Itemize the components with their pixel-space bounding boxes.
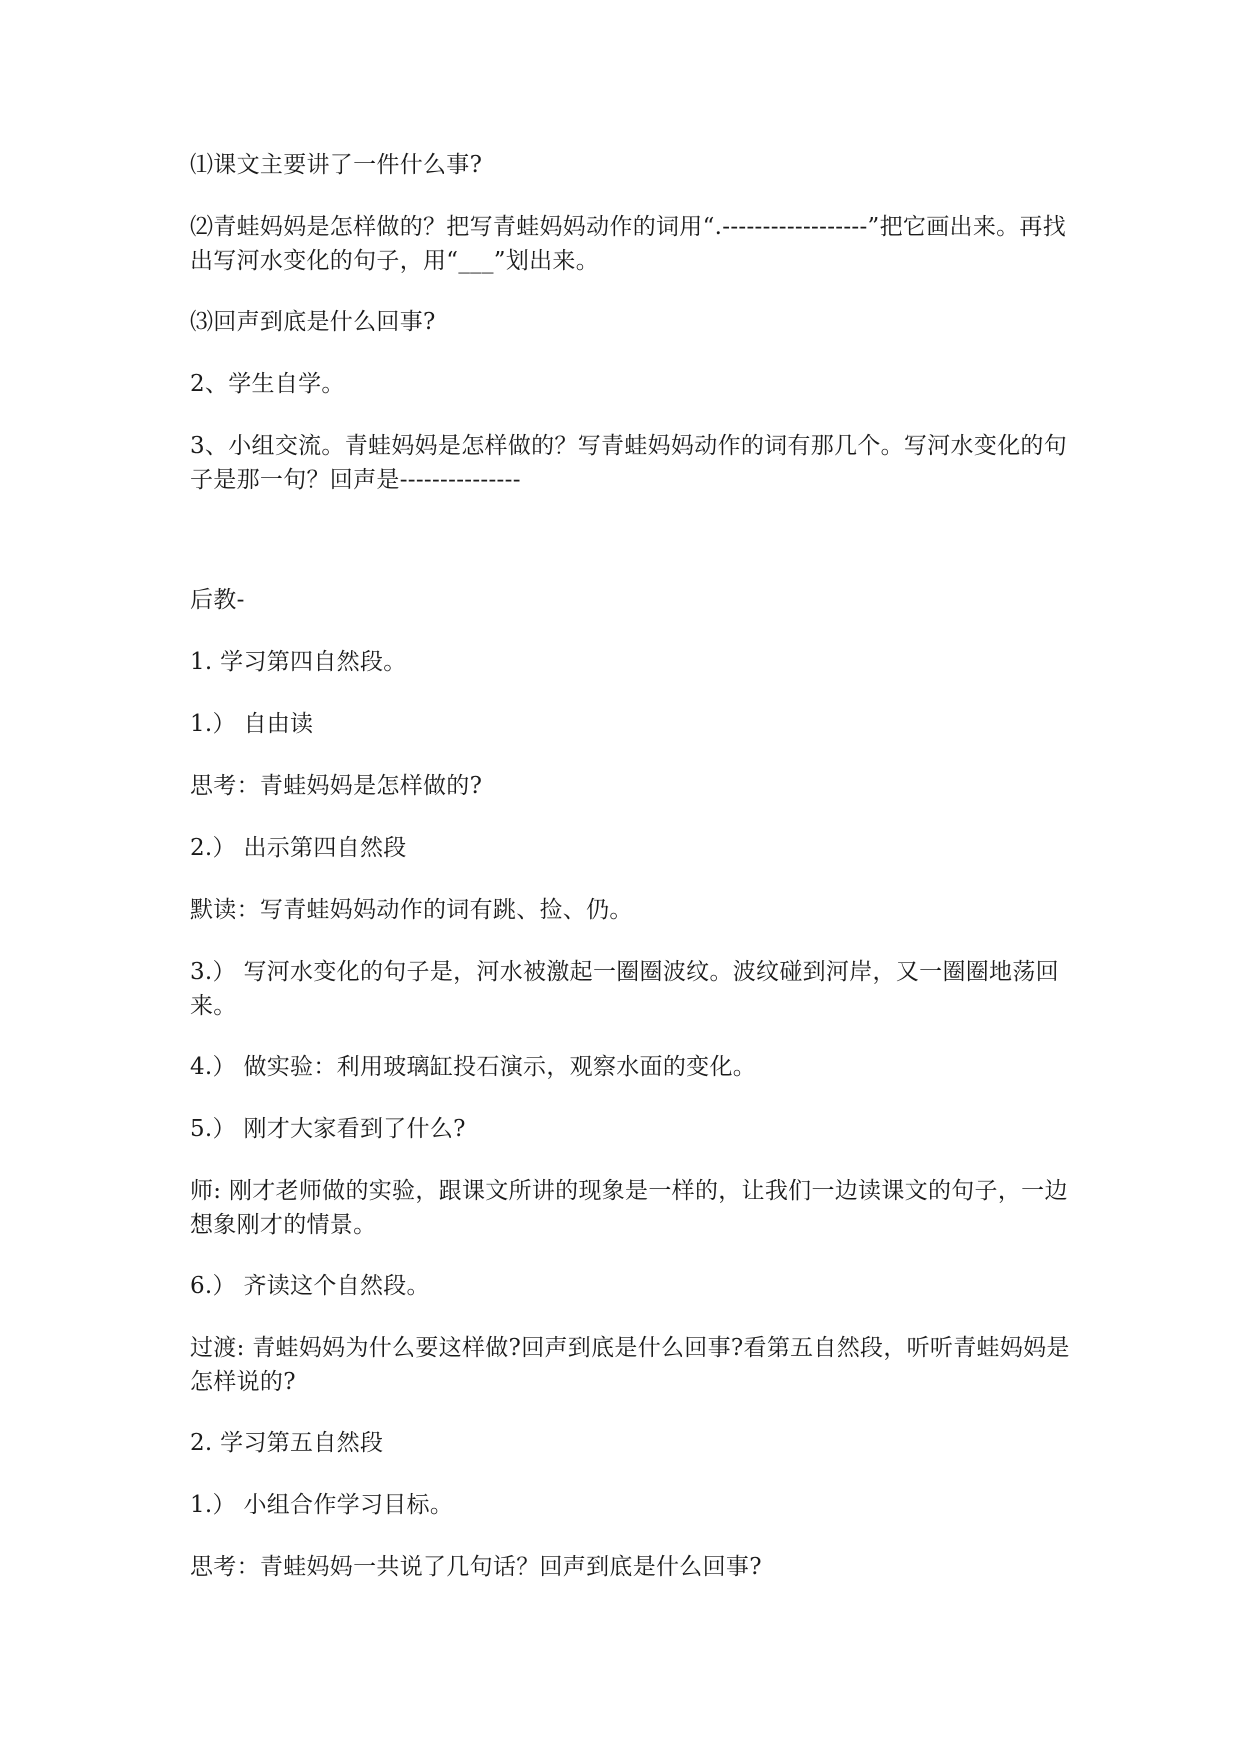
sub-item-read-together: 6.） 齐读这个自然段。 — [190, 1273, 430, 1299]
sub-item-experiment: 4.） 做实验：利用玻璃缸投石演示，观察水面的变化。 — [190, 1054, 757, 1080]
question-1: ⑴课文主要讲了一件什么事? — [190, 152, 483, 178]
sub-item-river-sentence: 3.） 写河水变化的句子是，河水被激起一圈圈波纹。波纹碰到河岸，又一圈圈地荡回来。 — [190, 959, 1059, 1019]
sub-item-group-goal: 1.） 小组合作学习目标。 — [190, 1492, 454, 1518]
teacher-remark: 师: 刚才老师做的实验，跟课文所讲的现象是一样的，让我们一边读课文的句子，一边想象刚才的情景。 — [190, 1178, 1068, 1238]
question-3: ⑶回声到底是什么回事? — [190, 309, 436, 335]
step-self-study: 2、学生自学。 — [190, 371, 345, 397]
silent-reading: 默读：写青蛙妈妈动作的词有跳、捡、仍。 — [190, 897, 633, 923]
sub-item-free-reading: 1.） 自由读 — [190, 711, 314, 737]
sub-item-show-paragraph: 2.） 出示第四自然段 — [190, 835, 407, 861]
sub-item-what-seen: 5.） 刚才大家看到了什么? — [190, 1116, 466, 1142]
think-question: 思考：青蛙妈妈是怎样做的? — [190, 773, 483, 799]
transition-remark: 过渡: 青蛙妈妈为什么要这样做?回声到底是什么回事?看第五自然段，听听青蛙妈妈是怎样说的? — [190, 1335, 1070, 1395]
think-question-2: 思考：青蛙妈妈一共说了几句话？回声到底是什么回事? — [190, 1554, 762, 1580]
item-paragraph-five: 2. 学习第五自然段 — [190, 1430, 384, 1456]
question-2: ⑵青蛙妈妈是怎样做的？把写青蛙妈妈动作的词用“.------------------”把它画出来。再找出写河水变化的句子，用“___”划出来。 — [190, 214, 1067, 274]
item-paragraph-four: 1. 学习第四自然段。 — [190, 649, 407, 675]
step-group-discussion: 3、小组交流。青蛙妈妈是怎样做的？写青蛙妈妈动作的词有那几个。写河水变化的句子是那一句？回声是--------------- — [190, 433, 1068, 493]
section-heading-post-teaching: 后教- — [190, 587, 245, 613]
